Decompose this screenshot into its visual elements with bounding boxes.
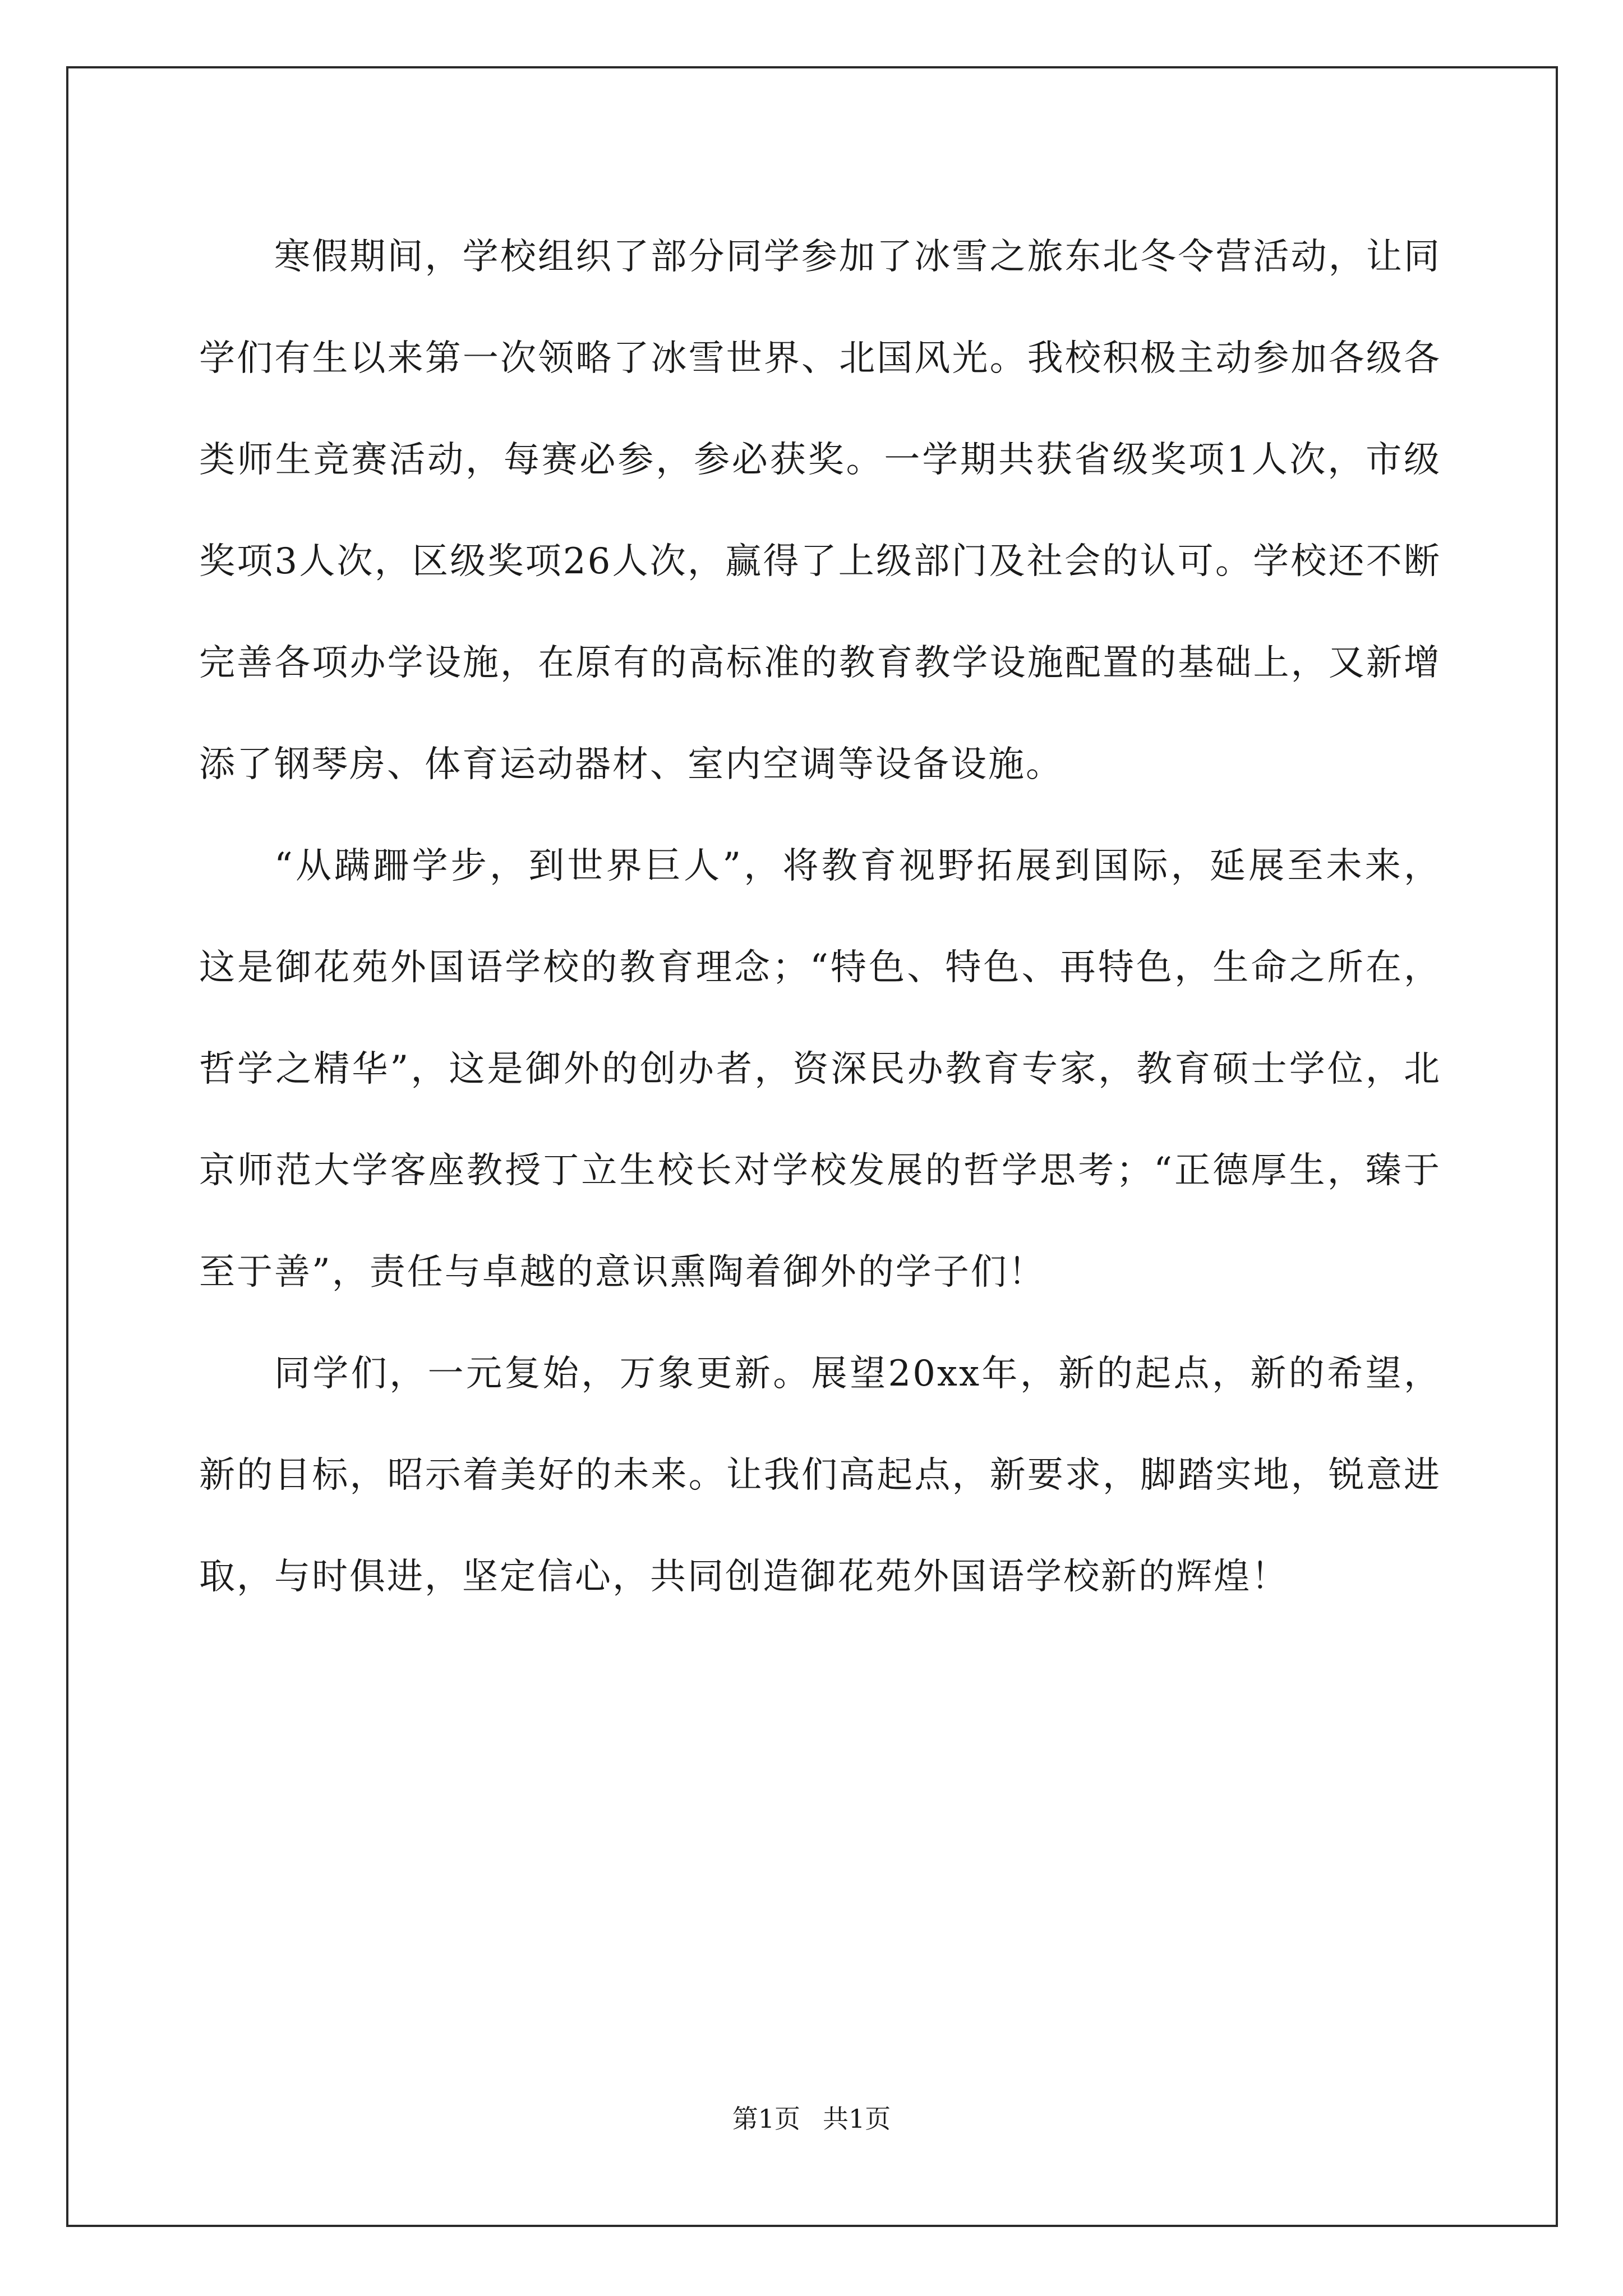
document-body bbox=[199, 206, 1441, 1628]
page-footer bbox=[0, 2102, 1623, 2136]
paragraph-3: 同学们，一元复始，万象更新。展望20xx年，新的起点，新的希望，新的目标，昭示着美好的未来。让我们高起点，新要求，脚踏实地，锐意进取，与时俱进，坚定信心，共同创造御花苑外国语学校新的辉煌！ bbox=[199, 1353, 1441, 1598]
paragraph-2: “从蹒跚学步，到世界巨人”，将教育视野拓展到国际，延展至未来，这是御花苑外国语学校的教育理念；“特色、特色、再特色，生命之所在，哲学之精华”，这是御外的创办者，资深民办教育专家，教育硕士学位，北京师范大学客座教授丁立生校长对学校发展的哲学思考；“正德厚生，臻于至于善”，责任与卓越的意识熏陶着御外的学子们！ bbox=[199, 845, 1441, 1293]
page-number-total: 共1页 bbox=[823, 2104, 891, 2134]
paragraph-1: 寒假期间，学校组织了部分同学参加了冰雪之旅东北冬令营活动，让同学们有生以来第一次领略了冰雪世界、北国风光。我校积极主动参加各级各类师生竞赛活动，每赛必参，参必获奖。一学期共获省级奖项1人次，市级奖项3人次，区级奖项26人次，赢得了上级部门及社会的认可。学校还不断完善各项办学设施，在原有的高标准的教育教学设施配置的基础上，又新增添了钢琴房、体育运动器材、室内空调等设备设施。 bbox=[199, 236, 1441, 785]
page-number-current: 第1页 bbox=[732, 2104, 800, 2134]
